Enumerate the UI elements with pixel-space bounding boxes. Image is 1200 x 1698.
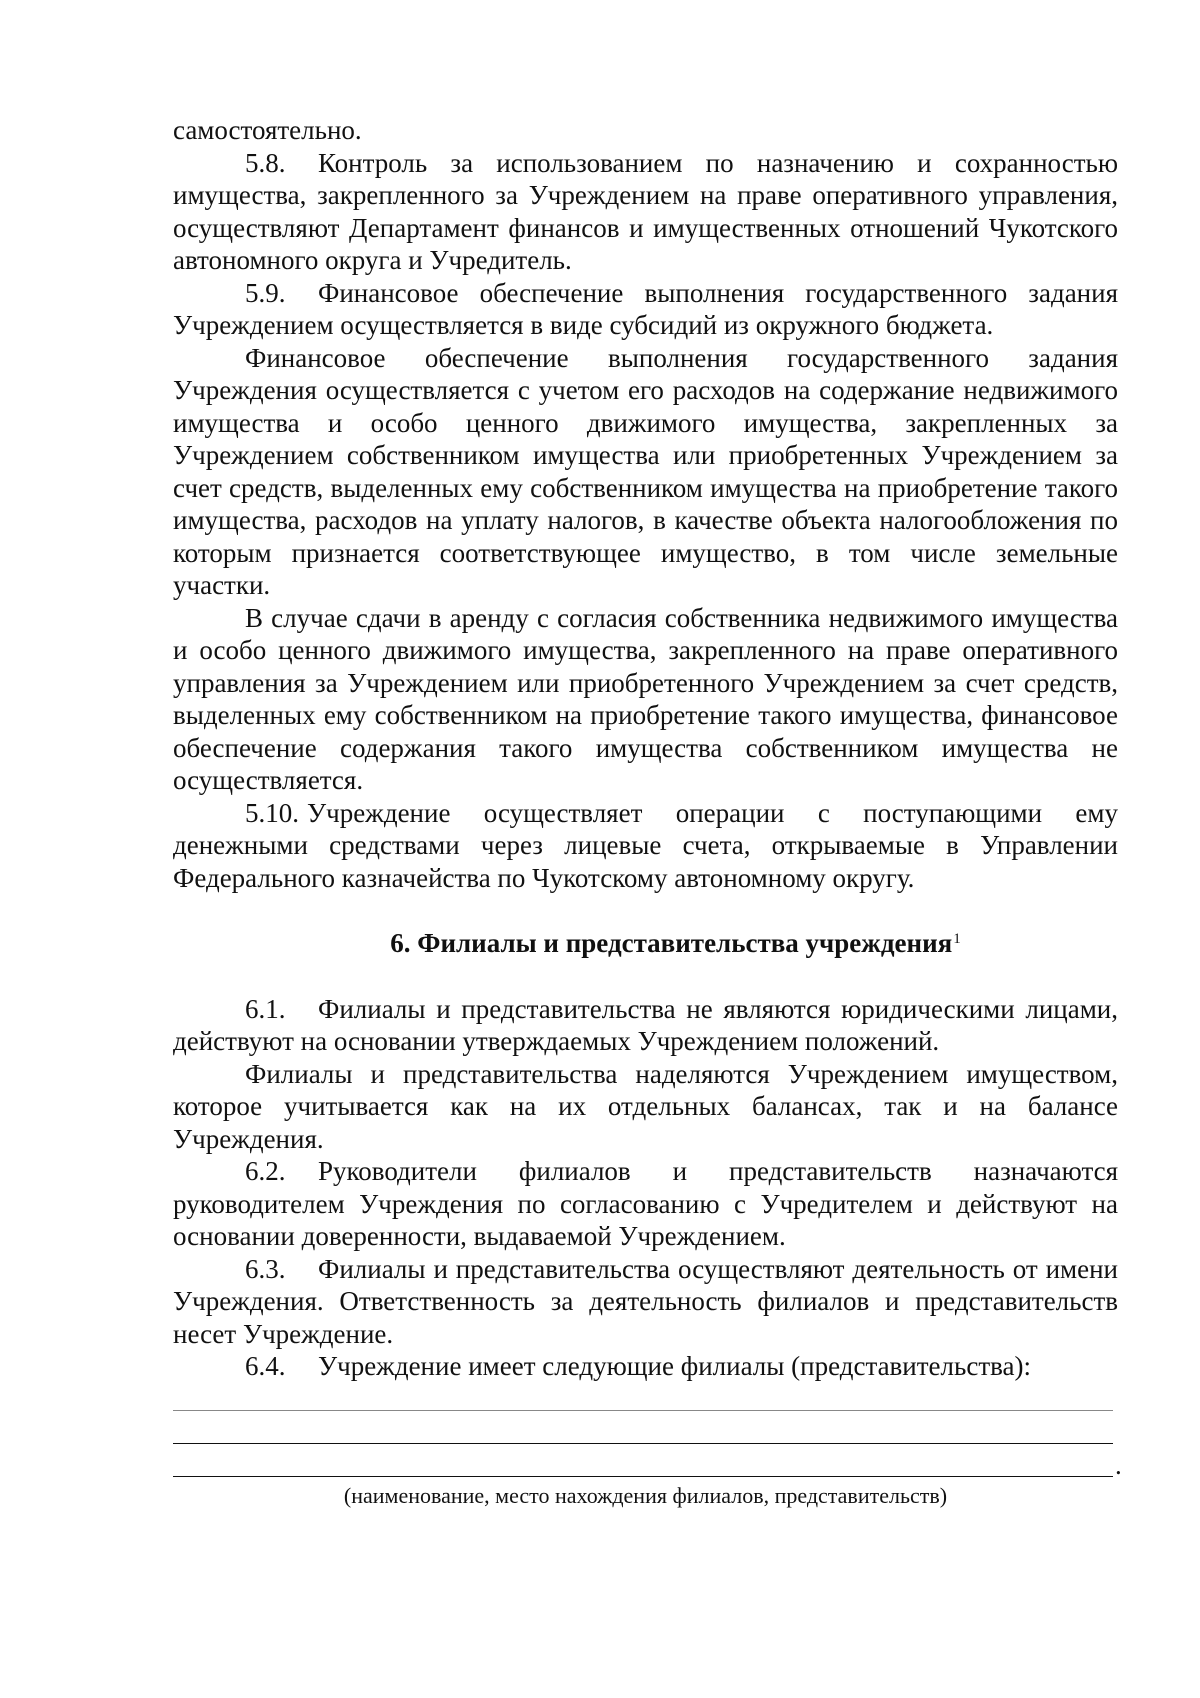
clause-6-1 xyxy=(173,993,1118,1058)
clause-text: Филиалы и представительства осуществляют деятельность от имени Учреждения. Ответственность за деятельность филиалов и представительств несет Учреждение. xyxy=(173,1253,1118,1349)
clause-text: Учреждение имеет следующие филиалы (представительства): xyxy=(318,1351,1031,1381)
section-6-body xyxy=(173,993,1118,1383)
paragraph-continuation: самостоятельно. xyxy=(173,115,362,145)
clause-number: 6.2. xyxy=(245,1156,286,1186)
clause-text: Финансовое обеспечение выполнения государственного задания Учреждением осуществляется в виде субсидий из окружного бюджета. xyxy=(173,277,1118,340)
clause-number: 5.9. xyxy=(245,277,286,308)
clause-5-9 xyxy=(173,277,1118,342)
branch-fill-in-field xyxy=(173,1397,1122,1508)
fill-line xyxy=(173,1410,1113,1411)
fill-caption: (наименование, место нахождения филиалов, представительств) xyxy=(343,1482,948,1508)
clause-5-8 xyxy=(173,147,1118,277)
clause-6-4 xyxy=(173,1350,1118,1383)
section-5-continuation xyxy=(173,114,1118,894)
clause-text: Учреждение осуществляет операции с поступающими ему денежными средствами через лицевые счета, открываемые в Управлении Федерального казначейства по Чукотскому автономному округу. xyxy=(173,797,1118,893)
clause-6-2 xyxy=(173,1155,1118,1253)
clause-text: Контроль за использованием по назначению и сохранностью имущества, закрепленного за Учреждением на праве оперативного управления, осуществляют Департамент финансов и имущественных отношений Чукотского автономного округа и Учредитель. xyxy=(173,147,1118,275)
fill-line xyxy=(173,1476,1113,1477)
paragraph-branch-property: Филиалы и представительства наделяются Учреждением имуществом, которое учитывается как на их отдельных балансах, так и на балансе Учреждения. xyxy=(173,1058,1118,1154)
clause-text: Руководители филиалов и представительств назначаются руководителем Учреждения по согласованию с Учредителем и действуют на основании доверенности, выдаваемой Учреждением. xyxy=(173,1156,1118,1251)
fill-line xyxy=(173,1443,1113,1444)
fill-end-mark: . xyxy=(1115,1449,1122,1480)
page-content xyxy=(173,114,1122,1508)
clause-number: 6.4. xyxy=(245,1351,286,1381)
clause-number: 5.8. xyxy=(245,147,286,178)
paragraph-financial-support: Финансовое обеспечение выполнения государственного задания Учреждения осуществляется с учетом его расходов на содержание недвижимого имущества и особо ценного движимого имущества, закрепленных за Учреждением собственником имущества или приобретенных Учреждением за счет средств, выделенных ему собственником имущества на приобретение такого имущества, расходов на уплату налогов, в качестве объекта налогообложения по которым признается соответствующее имущество, в том числе земельные участки. xyxy=(173,342,1118,600)
footnote-marker: 1 xyxy=(953,931,961,947)
clause-6-3 xyxy=(173,1253,1118,1351)
paragraph-lease-case: В случае сдачи в аренду с согласия собственника недвижимого имущества и особо ценного движимого имущества, закрепленного на праве оперативного управления за Учреждением или приобретенного Учреждением за счет средств, выделенных ему собственником на приобретение такого имущества, финансовое обеспечение содержания такого имущества собственником имущества не осуществляется. xyxy=(173,602,1118,795)
clause-number: 5.10. xyxy=(245,797,299,828)
clause-number: 6.1. xyxy=(245,993,286,1024)
section-heading: 6. Филиалы и представительства учреждения$^1$ xyxy=(390,928,961,958)
clause-number: 6.3. xyxy=(245,1253,286,1284)
clause-5-10 xyxy=(173,797,1118,895)
clause-text: Филиалы и представительства не являются юридическими лицами, действуют на основании утверждаемых Учреждением положений. xyxy=(173,993,1118,1056)
